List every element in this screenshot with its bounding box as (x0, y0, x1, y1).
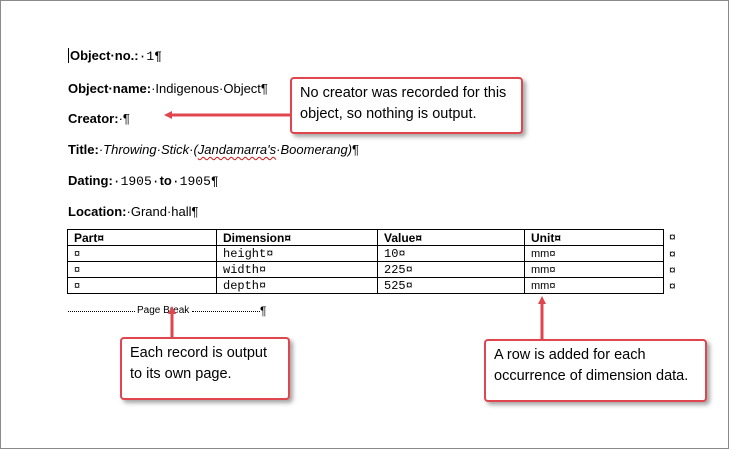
spellcheck-word: Jandamarra's (197, 142, 277, 157)
callout-creator-note: No creator was recorded for this object, so nothing is output. (290, 77, 523, 134)
cell-dimension: height¤ (217, 246, 378, 262)
cell-dimension: width¤ (217, 262, 378, 278)
end-of-row-mark: ¤ (669, 279, 676, 293)
field-value: ·Grand·hall¶ (126, 204, 199, 219)
page-break-label: Page Break (137, 305, 190, 316)
dating-from: ·1905· (112, 174, 160, 189)
header-value: Value¤ (378, 230, 525, 246)
cell-part: ¤ (68, 278, 217, 294)
dating-to-label: to (159, 173, 172, 188)
cell-value: 225¤ (378, 262, 525, 278)
cell-part: ¤ (68, 246, 217, 262)
field-label: Object·no.: (70, 48, 139, 63)
callout-page-note: Each record is output to its own page. (120, 337, 290, 400)
end-of-row-mark: ¤ (669, 263, 676, 277)
cell-unit: mm¤ (525, 246, 664, 262)
callout-row-note: A row is added for each occurrence of dimension data. (484, 339, 707, 402)
pilcrow: ¶ (260, 304, 267, 318)
header-part: Part¤ (68, 230, 217, 246)
cell-unit: mm¤ (525, 278, 664, 294)
field-label: Dating: (68, 173, 113, 188)
pilcrow: ¶ (352, 142, 360, 157)
cell-dimension: depth¤ (217, 278, 378, 294)
field-value-prefix: ·Throwing·Stick·( (98, 142, 198, 157)
field-label: Title: (68, 142, 99, 157)
cell-value: 10¤ (378, 246, 525, 262)
field-label: Creator: (68, 111, 119, 126)
end-of-row-mark: ¤ (669, 230, 676, 244)
field-label: Location: (68, 204, 127, 219)
field-value: ·1¶ (138, 49, 163, 64)
cell-part: ¤ (68, 262, 217, 278)
field-label: Object·name: (68, 81, 152, 96)
field-value-suffix: ·Boomerang) (276, 142, 353, 157)
field-value: ·Indigenous·Object¶ (151, 81, 268, 96)
dating-to: ·1905¶ (171, 174, 219, 189)
header-dimension: Dimension¤ (217, 230, 378, 246)
cell-unit: mm¤ (525, 262, 664, 278)
field-value: ·¶ (118, 111, 130, 126)
header-unit: Unit¤ (525, 230, 664, 246)
cell-value: 525¤ (378, 278, 525, 294)
end-of-row-mark: ¤ (669, 247, 676, 261)
